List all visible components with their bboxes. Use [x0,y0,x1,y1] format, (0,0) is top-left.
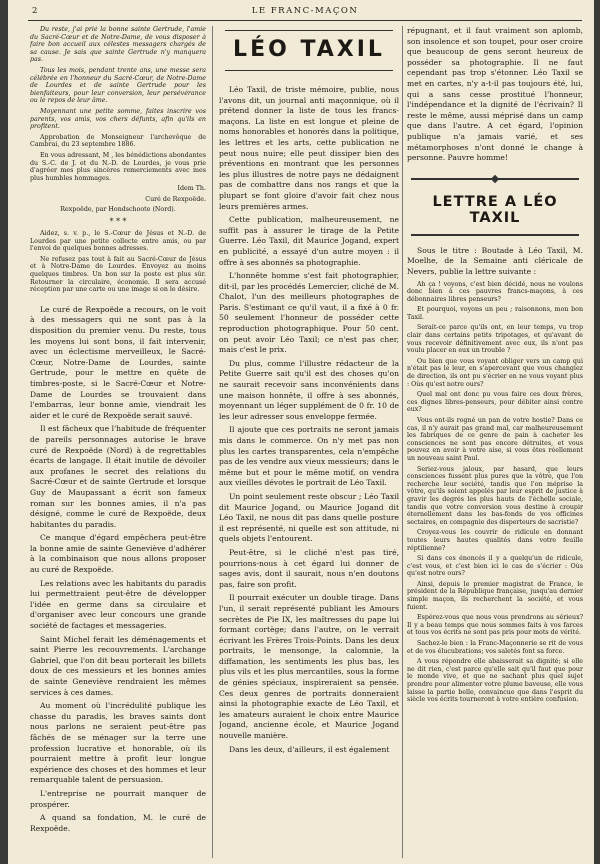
paragraph: Sous le titre : Boutade à Léo Taxil, M. Moelhe, de la Semaine anti cléricale de Nevers, publie la lettre suivante : [407,245,583,276]
paragraph: Espérez-vous que nous vous prendrons au sérieux? Il y a beau temps que nous sommes faits à vos farces et tous vos écrits ne sont pas pris pour mots de vérité. [407,614,583,637]
paragraph: Dans les deux, d'ailleurs, il est également [229,744,390,754]
page-header [28,6,582,20]
paragraph: Au moment où l'incrédulité publique les chasse du paradis, les braves saints dont nous parlons ne seraient peut-être pas fâchés de se ménager sur la terre une profession lucrative et honorable, où ils pourraient mettre à profit leur longue expérience des choses et des hommes et leur remarquable talent de persuasion. [30,701,206,785]
separator-stars: * * * [109,217,127,227]
column-1 [30,26,206,858]
paragraph: Serait-ce parce qu'ils ont, en leur temps, vu trop clair dans certains petits tripotages, et qu'avant de vous recevoir définitivement avec eux, ils n'ont pas voulu placer en eux un trouble ? [407,324,583,355]
paragraph: Du plus, comme l'illustre rédacteur de la Petite Guerre sait qu'il est des choses qu'on ne saurait recevoir sans inconvénients dans une maison honnête, il offre à ses abonnés, moyennant un léger supplément de 0 fr. 10 de les leur adresser sous enveloppe fermée. [219,358,399,421]
newspaper-page [8,0,594,864]
signature: Idem Th. [177,185,206,193]
paragraph: Le curé de Rexpoëde a recours, on le voit à des messagers qui ne sont pas à la disposition du premier venu. Du reste, tous les moyens lui sont bons, il fait intervenir, avec un éclectisme merveilleux, le Sacré-Cœur, Notre-Dame de Lourdes, sainte Gertrude, pour le mettre en quête de timbres-poste, si le Sacré-Cœur et Notre-Dame de Lourdes se trouvaient dans l'embarras, leur bonne amie, viendrait les aider et le curé de Rexpoëde serait sauvé. [30,304,206,420]
paragraph: Quel mal ont donc pu vous faire ces doux frères, ces dignes libres-penseurs, pour débiter ainsi contre eux? [407,391,583,414]
paragraph: Aidez, s. v. p., le S.-Cœur de Jésus et N.-D. de Lourdes par une petite collecte entre amis, ou par l'envoi de quelques bonnes adresses. [30,230,206,253]
article-title-block [219,30,399,71]
paragraph: Tous les mois, pendant trente ans, une messe sera célébrée en l'honneur du Sacré-Cœur, de Notre-Dame de Lourdes et de sainte Gertrude pour les bienfaiteurs, pour leur conversion, leur persévérance ou le repos de leur âme. [30,66,206,105]
page-number: 2 [32,6,38,16]
paragraph: Ah ça ! voyons, c'est bien décidé, nous ne voulons donc bien à ces pauvres francs-maçons, à ces débonnaires libres penseurs? [407,280,583,303]
paragraph: Approbation de Monseigneur l'archevêque de Cambrai, du 23 septembre 1886. [30,133,206,149]
paragraph: En vous adressant, M , les bénédictions abondantes du S.-C. de J. et du N.-D. de Lourdes, je vous prie d'agréer mes plus sincères remerciements avec mes plus humbles hommages. [30,151,206,182]
paragraph: Et pourquoi, voyons un peu ; raisonnons, mon bon Taxil. [407,306,583,321]
diamond-ornament-icon [407,178,583,186]
paragraph: Les relations avec les habitants du paradis lui permettraient peut-être de développer l'idée en germe dans sa circulaire et d'organiser avec leur concours une grande société de factages et messageries. [30,578,206,631]
paragraph: Si dans ces énoncés il y a quelqu'un de ridicule, c'est vous, et c'est bien ici le cas de s'écrier : Oùs qu'est notre ours? [407,555,583,578]
paragraph: Croyez-vous les couvrir de ridicule en donnant toutes leurs hautes qualités dans votre feuille réptilienne? [407,529,583,552]
column-3 [407,26,583,858]
paragraph: L'honnête homme s'est fait photographier, dit-il, par les procédés Lemercier, cliché de M. Chalot, l'un des meilleurs photographes de Paris. S'estimant ce qu'il vaut, il a fixé à 0 fr. 50 seulement l'honneur de posséder cette reproduction photographique. Pour 50 cent. on peut avoir Léo Taxil; ce n'est pas cher, mais c'est le prix. [219,271,399,355]
paragraph: Vous ont-ils rogné un pan de votre hostie? Dans ce cas, il n'y aurait pas grand mal, car malheureusement les fabriques de ce genre de pain à cacheter les consciences ne sont pas encore détruites, et vous pouvez en avoir à votre aise, si vous êtes réellement un nouveau saint Paul. [407,417,583,462]
paragraph: Moyennant une petite somme, faites inscrire vos parents, vos amis, vos chers défunts, afin qu'ils en profitent. [30,107,206,131]
paragraph: Léo Taxil, de triste mémoire, publie, nous l'avons dit, un journal anti maçonnique, où il prétend donner la liste de tous les francs-maçons. La liste en est longue et pleine de noms honorables et honorés dans la politique, les lettres et les arts, cette publication ne peut nous nuire; elle peut dissiper bien des préventions en montrant que les personnes les plus illustres de notre pays ne dédaignent pas de combattre dans nos rangs et que la plupart se font gloire d'avoir fait chez nous leurs premières armes. [219,85,399,211]
paragraph: Sachez-le bien : la Franc-Maçonnerie se rit de vous et de vos élucubrations; vos saletés font sa force. [407,640,583,655]
paragraph: A vous répondre elle abaisserait sa dignité; si elle ne dit rien, c'est parce qu'elle sait qu'il faut que pour le monde vive, et que ne sachant plus quel sujet prendre pour alimenter votre plume baveuse, elle vous laisse la partie belle, convaincue que dans l'esprit du siècle vos écrits tourneront à votre entière confusion. [407,658,583,704]
paragraph: Ne refusez pas tout à fait au Sacré-Cœur de Jésus et à Notre-Dame de Lourdes. Envoyez au moins quelques timbres. Un bon sur la poste est plus sûr. Retourner la circulaire, économie. Il sera accusé réception par une carte ou une image si on le désire. [30,255,206,294]
paragraph: Ou bien que vous voyant obliger vers un camp qui n'était pas le leur, en s'apercevant que vous changiez de direction, ils ont pu s'écrier en ne vous voyant plus : Oùs qu'est notre ours? [407,357,583,388]
journal-title: LE FRANC-MAÇON [251,6,359,16]
paragraph: répugnant, et il faut vraiment son aplomb, son insolence et son toupet, pour oser croire que beaucoup de gens seront heureux de posséder sa photographie. Il ne faut cependant pas trop s'étonner. Léo Taxil se met en cartes, n'y a-t-il pas toujours été, lui, qui a sans cesse prostitué l'honneur, l'indépendance et la dignité de l'écrivain? Il reste le même, aussi méprisé dans un camp que dans l'autre. A cet égard, l'opinion publique n'a jamais varié, et ses métamorphoses n'ont donné le change à personne. Pauvre homme! [407,26,583,163]
paragraph: Saint Michel ferait les déménagements et saint Pierre les recouvrements. L'archange Gabriel, que l'on dit beau porterait les billets doux de ces messieurs et les bonnes amies de sainte Geneviève rendraient les mêmes services à ces dames. [30,634,206,697]
paragraph: Il pourrait exécuter un double tirage. Dans l'un, il serait représenté publiant les Amours secrètes de Pie IX, les maîtresses du pape lui formant cortège; dans l'autre, on le verrait écrivant les Frères Trois-Points. Dans les deux portraits, le mensonge, la calomnie, la diffamation, les sentiments les plus bas, les plus vils et les plus mercantiles, sous la forme de génies spéciaux, inspireraient sa pensée. Ces deux genres de portraits donneraient ainsi la photographie exacte de Léo Taxil, et les amateurs auraient le choix entre Maurice Jogand, ancienne école, et Maurice Jogand nouvelle manière. [219,593,399,741]
paragraph: Un point seulement reste obscur ; Léo Taxil dit Maurice Jogand, ou Maurice Jogand dit Léo Taxil, ne nous dit pas dans quelle posture il est représenté, ni quelle est son attitude, ni quels objets l'entourent. [219,491,399,544]
paragraph: Cette publication, malheureusement, ne suffit pas à assurer le tirage de la Petite Guerre. Léo Taxil, dit Maurice Jogand, expert en publicité, a essayé d'un autre moyen : il offre à ses abonnés sa photographie. [219,215,399,267]
signature-title: Curé de Rexpoëde. [145,195,206,203]
paragraph: Du reste, j'ai prié la bonne sainte Gertrude, l'amie du Sacré-Cœur et de Notre-Dame, de vous disposer à faire bon accueil aux célestes messagers chargés de sa cause. Je sais que sainte Gertrude n'y manquera pas. [30,26,206,64]
paragraph: L'entreprise ne pourrait manquer de prospérer. [30,788,206,809]
header-rule [28,20,582,21]
column-2 [219,26,399,858]
article-title: LÉO TAXIL [233,37,385,62]
paragraph: Il est fâcheux que l'habitude de fréquenter de pareils personnages autorise le brave curé de Rexpoëde (Nord) à de regrettables écarts de langage. Il était inutile de dévoiler aux profanes le secret des relations du Sacré-Cœur et de sainte Gertrude et lorsque Guy de Maupassant a écrit son fameux roman sur les bonnes amies, il n'a pas désigné, comme le curé de Rexpoëde, deux habitantes du paradis. [30,424,206,529]
place-line: Rexpoëde, par Hondschoote (Nord). [60,206,176,214]
article-title-block [407,178,583,236]
paragraph: Ainsi, depuis le premier magistrat de France, le président de la République française, jusqu'au dernier simple maçon, ils recherchent la société, et vous fuient. [407,580,583,611]
article-title: LETTRE A LÉO TAXIL [432,193,558,226]
paragraph: A quand sa fondation, M. le curé de Rexpoëde. [30,813,206,833]
column-divider [402,26,403,858]
paragraph: Seriez-vous jaloux, par hasard, que leurs consciences fussent plus pures que la vôtre, que l'on recherche leur société, tandis que l'on méprise la vôtre, qu'ils soient appelés par leur esprit de justice à gravir les degrés les plus hauts de l'échelle sociale, tandis que votre conversion vous destine à croupir éternellement dans les bas-fonds de vos officines sectaires, en compagnie des disperteurs de sacristie? [407,465,583,526]
paragraph: Peut-être, si le cliché n'est pas tiré, pourrions-nous à cet égard lui donner de sages avis, dont il saurait, nous n'en doutons pas, faire son profit. [219,547,399,589]
column-divider [212,26,213,858]
paragraph: Il ajoute que ces portraits ne seront jamais mis dans le commerce. On n'y met pas non plus les cartes transparentes, cela n'empêche pas de les vendre aux vieux messieurs; dans le même but et pour le même motif, on vendra aux vieilles dévotes le portrait de Léo Taxil. [219,425,399,488]
paragraph: Ce manque d'égard empêchera peut-être la bonne amie de sainte Geneviève d'adhérer à la combinaison que nous allons proposer au curé de Rexpoëde. [30,533,206,575]
